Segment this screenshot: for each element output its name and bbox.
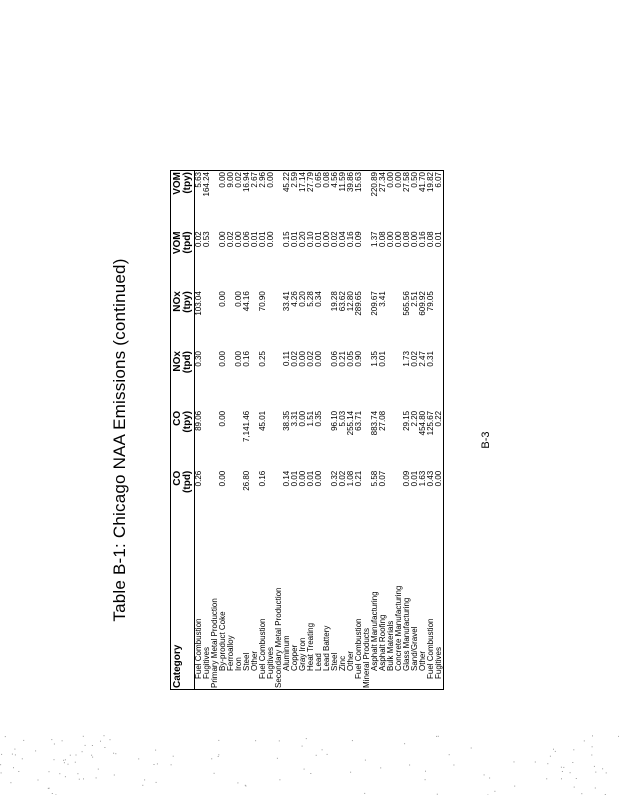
row-value: 0.00 bbox=[386, 231, 395, 247]
table-row bbox=[331, 171, 339, 690]
header-vom-tpy: VOM (tpy) bbox=[171, 171, 195, 231]
row-value: 0.00 bbox=[394, 172, 403, 188]
row-value: 0.08 bbox=[402, 231, 411, 247]
row-value: 0.00 bbox=[234, 291, 243, 307]
row-value: 0.22 bbox=[435, 410, 444, 470]
row-category: Bulk Materials bbox=[386, 620, 395, 671]
row-category: Zinc bbox=[338, 655, 347, 671]
row-value: 11.59 bbox=[338, 172, 347, 192]
row-value: 125.67 bbox=[426, 410, 435, 436]
row-value: 1.73 bbox=[402, 351, 411, 367]
row-category: Other bbox=[346, 650, 355, 671]
row-value: 0.21 bbox=[354, 470, 363, 487]
table-row bbox=[259, 171, 267, 690]
row-value: 27.79 bbox=[306, 172, 315, 193]
row-category: Gray Iron bbox=[298, 637, 307, 671]
row-value: 0.09 bbox=[354, 231, 363, 247]
row-value: 0.00 bbox=[234, 231, 243, 247]
row-value: 0.00 bbox=[218, 410, 227, 427]
row-category: Asphalt Roofing bbox=[378, 614, 387, 671]
row-value: 0.00 bbox=[218, 470, 227, 487]
row-value: 2.59 bbox=[290, 172, 299, 188]
row-value: 27.58 bbox=[402, 172, 411, 193]
row-value: 0.02 bbox=[226, 231, 235, 247]
row-value: 0.00 bbox=[314, 470, 323, 487]
row-value: 0.16 bbox=[418, 231, 427, 247]
row-value: 0.00 bbox=[266, 231, 275, 247]
row-value: 0.01 bbox=[435, 230, 444, 290]
row-value bbox=[267, 410, 275, 470]
row-value: 0.90 bbox=[354, 351, 363, 367]
row-value bbox=[387, 410, 395, 470]
row-value: 0.01 bbox=[378, 351, 387, 367]
row-value: 609.92 bbox=[418, 291, 427, 316]
row-value: 0.00 bbox=[322, 231, 331, 247]
row-value: 63.62 bbox=[338, 291, 347, 312]
row-category: Fuel Combustion bbox=[354, 618, 363, 679]
row-value bbox=[267, 290, 275, 350]
row-value: 4.26 bbox=[290, 291, 299, 307]
row-value: 1.37 bbox=[370, 231, 379, 247]
row-value: 79.05 bbox=[426, 291, 435, 312]
row-value: 26.80 bbox=[242, 470, 251, 491]
row-value: 0.01 bbox=[290, 231, 299, 247]
row-value: 45.01 bbox=[258, 410, 267, 431]
row-value: 0.26 bbox=[194, 470, 203, 487]
row-value: 0.01 bbox=[290, 470, 299, 487]
row-category: Steel bbox=[330, 652, 339, 671]
row-category: Mineral Products bbox=[362, 627, 371, 688]
row-value: 5.03 bbox=[338, 410, 347, 427]
row-category: Fuel Combustion bbox=[258, 618, 267, 679]
table-row bbox=[435, 171, 444, 690]
row-value: 2.96 bbox=[258, 172, 267, 188]
row-value: 883.74 bbox=[370, 410, 379, 436]
row-value: 0.25 bbox=[258, 351, 267, 367]
row-value: 0.31 bbox=[426, 351, 435, 367]
row-value: 0.53 bbox=[202, 231, 211, 247]
row-value: 2.51 bbox=[410, 291, 419, 307]
row-value: 2.20 bbox=[410, 410, 419, 427]
scan-noise bbox=[0, 735, 619, 795]
emissions-table bbox=[170, 170, 444, 690]
row-category: Fugitives bbox=[266, 646, 275, 679]
row-category: Fugitives bbox=[202, 646, 211, 679]
header-vom-tpd: VOM (tpd) bbox=[171, 230, 195, 290]
table-row bbox=[427, 171, 435, 690]
row-category: Lead Battery bbox=[322, 625, 331, 671]
row-value: 0.00 bbox=[298, 351, 307, 367]
row-value: 0.00 bbox=[218, 231, 227, 247]
row-value: 0.02 bbox=[290, 351, 299, 367]
row-category: Primary Metal Production bbox=[210, 598, 219, 688]
row-value: 0.04 bbox=[338, 231, 347, 247]
table-row bbox=[403, 171, 411, 690]
row-value: 0.00 bbox=[298, 410, 307, 427]
row-value: 0.65 bbox=[314, 172, 323, 188]
row-value: 0.11 bbox=[282, 351, 291, 367]
row-value: 0.16 bbox=[346, 231, 355, 247]
row-value: 0.34 bbox=[314, 291, 323, 307]
row-value: 27.34 bbox=[378, 172, 387, 193]
row-category: Glass Manufacturing bbox=[402, 597, 411, 671]
row-value bbox=[267, 470, 275, 530]
row-value: 27.08 bbox=[378, 410, 387, 431]
table-row bbox=[227, 171, 235, 690]
row-value: 0.00 bbox=[266, 172, 275, 188]
table-row bbox=[243, 171, 251, 690]
row-value bbox=[203, 470, 211, 530]
row-category: Heat Treating bbox=[306, 622, 315, 671]
row-value: 0.06 bbox=[242, 231, 251, 247]
row-value: 63.71 bbox=[354, 410, 363, 431]
row-value: 0.01 bbox=[250, 231, 259, 247]
row-value: 209.67 bbox=[370, 291, 379, 316]
row-value: 0.09 bbox=[402, 470, 411, 487]
row-value: 1.51 bbox=[306, 410, 315, 427]
table-row bbox=[195, 171, 204, 690]
row-value: 38.35 bbox=[282, 410, 291, 431]
rotated-table-block bbox=[110, 170, 510, 710]
row-value: 3.31 bbox=[290, 410, 299, 427]
row-value: 0.05 bbox=[346, 351, 355, 367]
row-value: 0.14 bbox=[282, 470, 291, 487]
row-value: 9.00 bbox=[226, 172, 235, 188]
row-value: 0.20 bbox=[298, 231, 307, 247]
row-value: 1.63 bbox=[418, 470, 427, 487]
row-value: 5.58 bbox=[370, 470, 379, 487]
row-value: 0.06 bbox=[330, 351, 339, 367]
row-value: 0.35 bbox=[314, 410, 323, 427]
row-value: 0.01 bbox=[258, 231, 267, 247]
row-value: 0.00 bbox=[218, 172, 227, 188]
table-row bbox=[283, 171, 291, 690]
row-value: 0.00 bbox=[386, 172, 395, 188]
row-value bbox=[227, 410, 235, 470]
row-value: 0.02 bbox=[194, 231, 203, 247]
row-value bbox=[203, 290, 211, 350]
table-header-row bbox=[171, 171, 195, 690]
row-category: Fugitives bbox=[435, 530, 444, 690]
row-value: 39.86 bbox=[346, 172, 355, 193]
row-value: 70.90 bbox=[258, 291, 267, 312]
row-value: 0.01 bbox=[314, 231, 323, 247]
row-value: 0.21 bbox=[338, 351, 347, 367]
row-value: 44.16 bbox=[242, 291, 251, 312]
row-value: 17.14 bbox=[298, 172, 307, 193]
table-row bbox=[355, 171, 363, 690]
row-value: 45.22 bbox=[282, 172, 291, 193]
row-value: 255.14 bbox=[346, 410, 355, 436]
row-category: Secondary Metal Production bbox=[274, 587, 283, 688]
row-value: 0.32 bbox=[330, 470, 339, 487]
header-co-tpy: CO (tpy) bbox=[171, 410, 195, 470]
row-category: Aluminum bbox=[282, 635, 291, 671]
row-value: 0.16 bbox=[242, 351, 251, 367]
row-value: 0.00 bbox=[314, 351, 323, 367]
row-value bbox=[387, 350, 395, 410]
row-value: 0.00 bbox=[234, 351, 243, 367]
row-value: 16.94 bbox=[242, 172, 251, 193]
row-value: 0.02 bbox=[306, 351, 315, 367]
row-value: 0.50 bbox=[410, 172, 419, 188]
row-value: 220.89 bbox=[370, 172, 379, 197]
row-category: Other bbox=[418, 650, 427, 671]
row-category: Steel bbox=[242, 652, 251, 671]
table-row bbox=[299, 171, 307, 690]
row-value: 0.01 bbox=[306, 470, 315, 487]
row-value: 454.80 bbox=[418, 410, 427, 436]
row-value: 0.00 bbox=[410, 231, 419, 247]
row-value: 0.43 bbox=[426, 470, 435, 487]
table-row bbox=[379, 171, 387, 690]
table-title: Table B-1: Chicago NAA Emissions (continued) bbox=[110, 258, 129, 622]
row-value: 3.41 bbox=[378, 291, 387, 307]
row-value: 0.02 bbox=[330, 231, 339, 247]
row-value: 2.47 bbox=[418, 351, 427, 367]
row-value bbox=[435, 290, 444, 350]
row-category: Fuel Combustion bbox=[194, 618, 203, 679]
row-category: Copper bbox=[290, 644, 299, 671]
row-category: Sand/Gravel bbox=[410, 626, 419, 671]
row-category: Concrete Manufacturing bbox=[394, 585, 403, 671]
header-co-tpd: CO (tpd) bbox=[171, 470, 195, 530]
row-value: 164.24 bbox=[202, 172, 211, 197]
row-category: Iron bbox=[234, 657, 243, 671]
table-row bbox=[219, 171, 227, 690]
row-value: 103.04 bbox=[194, 291, 203, 316]
row-value: 4.56 bbox=[330, 172, 339, 188]
header-nox-tpd: NOx (tpd) bbox=[171, 350, 195, 410]
row-value: 15.63 bbox=[354, 172, 363, 193]
row-value bbox=[435, 350, 444, 410]
row-value: 19.82 bbox=[426, 172, 435, 193]
row-value: 89.06 bbox=[194, 410, 203, 431]
row-value bbox=[227, 470, 235, 530]
row-value bbox=[203, 350, 211, 410]
row-value: 1.08 bbox=[346, 470, 355, 487]
row-value: 6.07 bbox=[435, 171, 444, 231]
row-category: By-product Coke bbox=[218, 611, 227, 671]
row-value: 0.02 bbox=[234, 172, 243, 188]
row-value: 0.00 bbox=[394, 231, 403, 247]
row-value bbox=[387, 290, 395, 350]
row-value bbox=[387, 470, 395, 530]
row-value: 19.28 bbox=[330, 291, 339, 312]
row-value: 41.70 bbox=[418, 172, 427, 193]
row-value: 1.35 bbox=[370, 351, 379, 367]
row-category: Ferroalloy bbox=[226, 635, 235, 671]
row-value: 0.08 bbox=[322, 172, 331, 188]
row-value: 0.00 bbox=[218, 351, 227, 367]
header-nox-tpy: NOx (tpy) bbox=[171, 290, 195, 350]
row-value: 0.08 bbox=[426, 231, 435, 247]
row-value: 5.28 bbox=[306, 291, 315, 307]
header-category: Category bbox=[171, 530, 195, 690]
table-row bbox=[291, 171, 299, 690]
row-value: 0.30 bbox=[194, 351, 203, 367]
row-category: Asphalt Manufacturing bbox=[370, 591, 379, 671]
row-value: 96.10 bbox=[330, 410, 339, 431]
row-category: Lead bbox=[314, 653, 323, 671]
row-category: Fuel Combustion bbox=[426, 618, 435, 679]
row-value: 0.00 bbox=[298, 470, 307, 487]
row-value: 5.63 bbox=[194, 172, 203, 188]
table-row bbox=[315, 171, 323, 690]
row-value: 29.15 bbox=[402, 410, 411, 431]
row-category: Other bbox=[250, 650, 259, 671]
row-value: 33.41 bbox=[282, 291, 291, 312]
row-value: 12.80 bbox=[346, 291, 355, 312]
row-value: 0.00 bbox=[218, 291, 227, 307]
table-row bbox=[307, 171, 315, 690]
row-value: 0.15 bbox=[282, 231, 291, 247]
row-value: 0.10 bbox=[306, 231, 315, 247]
row-value: 289.65 bbox=[354, 291, 363, 316]
row-value: 0.02 bbox=[338, 470, 347, 487]
row-value: 0.01 bbox=[410, 470, 419, 487]
row-value: 0.20 bbox=[298, 291, 307, 307]
row-value bbox=[267, 350, 275, 410]
row-value: 7,141.46 bbox=[242, 410, 251, 443]
row-value: 565.56 bbox=[402, 291, 411, 316]
page-number: B-3 bbox=[480, 431, 492, 449]
row-value: 2.67 bbox=[250, 172, 259, 188]
row-value: 0.07 bbox=[378, 470, 387, 487]
row-value: 0.08 bbox=[378, 231, 387, 247]
row-value bbox=[203, 410, 211, 470]
table-body bbox=[195, 171, 444, 690]
row-value: 0.00 bbox=[435, 470, 444, 530]
row-value: 0.02 bbox=[410, 351, 419, 367]
row-value: 0.16 bbox=[258, 470, 267, 487]
